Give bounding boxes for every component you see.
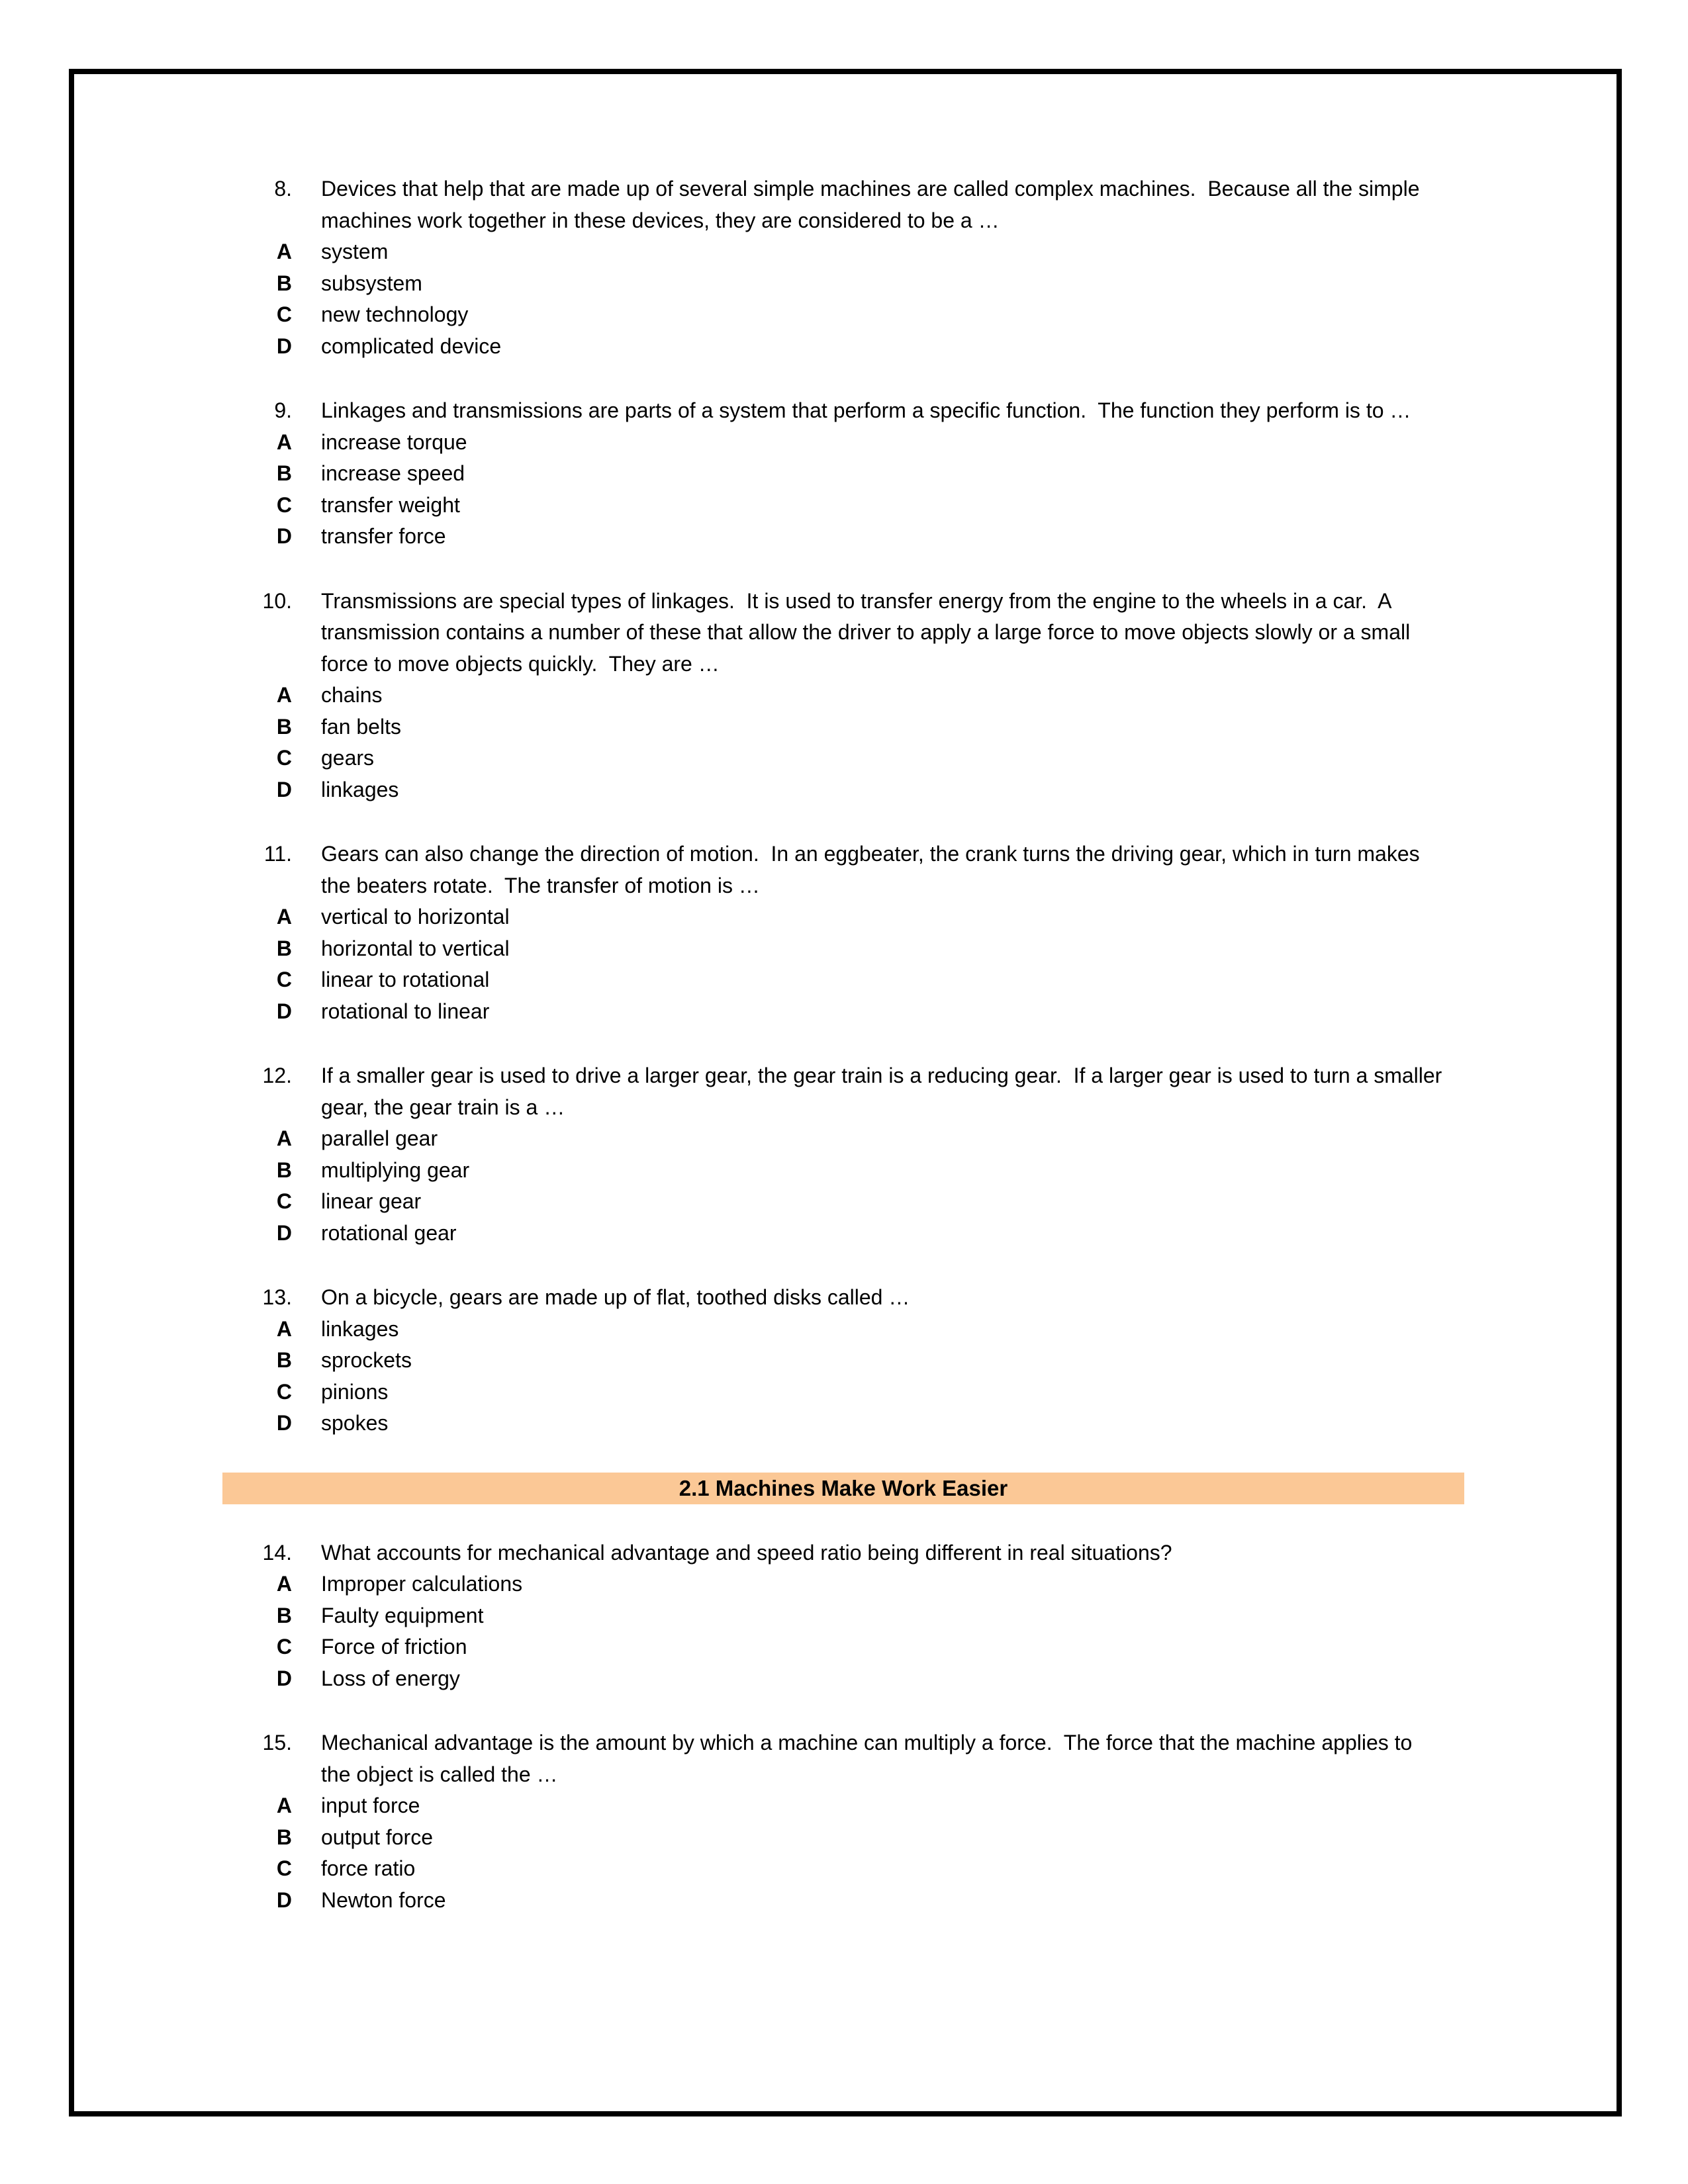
option-row	[225, 1345, 1446, 1377]
option-text: rotational gear	[321, 1220, 457, 1245]
question-text: Mechanical advantage is the amount by which a machine can multiply a force. The force that the machine applies to the object is called the …	[321, 1731, 1419, 1786]
option-text: linkages	[321, 777, 399, 801]
option-row	[225, 521, 1446, 553]
option-text: gears	[321, 746, 375, 770]
question-number: 11.	[263, 842, 292, 866]
option-row	[225, 268, 1446, 300]
option-row	[225, 1155, 1446, 1187]
question-text: On a bicycle, gears are made up of flat, toothed disks called …	[321, 1285, 910, 1309]
option-row	[225, 1377, 1446, 1408]
option-letter: B	[276, 1603, 292, 1627]
option-row	[225, 933, 1446, 965]
option-text: input force	[321, 1794, 420, 1817]
question-row	[225, 1537, 1446, 1569]
option-letter: C	[276, 1856, 292, 1880]
option-row	[225, 1186, 1446, 1218]
option-letter: D	[276, 334, 292, 358]
option-row	[225, 331, 1446, 363]
option-letter: D	[276, 1888, 292, 1912]
option-text: output force	[321, 1825, 433, 1849]
option-text: increase speed	[321, 461, 465, 485]
question-text: Devices that help that are made up of several simple machines are called complex machines. Because all the simple machines work together in these devices, they are considered to be a …	[321, 177, 1426, 232]
option-text: subsystem	[321, 271, 422, 295]
option-row	[225, 236, 1446, 268]
question-number: 14.	[262, 1540, 292, 1565]
option-text: transfer weight	[321, 492, 460, 517]
option-text: chains	[321, 683, 383, 707]
option-text: force ratio	[321, 1856, 416, 1880]
question-text: Linkages and transmissions are parts of a system that perform a specific function. The function they perform is to …	[321, 398, 1411, 422]
option-text: vertical to horizontal	[321, 905, 510, 929]
question-row	[225, 395, 1446, 427]
option-text: transfer force	[321, 524, 446, 548]
option-letter: D	[276, 1411, 292, 1435]
option-text: linear gear	[321, 1189, 422, 1213]
question-block-11	[225, 839, 1446, 1027]
option-row	[225, 711, 1446, 743]
question-row	[225, 839, 1446, 901]
question-number: 12.	[262, 1064, 292, 1087]
option-letter: C	[276, 1189, 292, 1213]
option-text: linkages	[321, 1316, 399, 1341]
question-number: 8.	[274, 177, 292, 201]
option-letter: B	[276, 1348, 292, 1372]
option-text: fan belts	[321, 714, 401, 739]
option-text: complicated device	[321, 334, 502, 358]
quiz-content	[225, 173, 1446, 1949]
option-letter: A	[276, 240, 292, 263]
question-number: 9.	[274, 398, 292, 422]
option-letter: D	[276, 1666, 292, 1690]
option-text: multiplying gear	[321, 1158, 470, 1182]
question-text: If a smaller gear is used to drive a larger gear, the gear train is a reducing gear. If a larger gear is used to turn a smaller gear, the gear train is a …	[321, 1064, 1448, 1119]
option-text: pinions	[321, 1379, 389, 1404]
option-letter: D	[276, 999, 292, 1023]
option-text: spokes	[321, 1411, 389, 1435]
question-text: Transmissions are special types of linkages. It is used to transfer energy from the engine to the wheels in a car. A transmission contains a number of these that allow the driver to apply a large force to move objects slowly or a small force to move objects quickly. They are …	[321, 588, 1417, 676]
option-text: system	[321, 240, 389, 263]
option-row	[225, 458, 1446, 490]
option-letter: B	[276, 461, 292, 485]
option-letter: D	[276, 777, 292, 801]
option-row	[225, 743, 1446, 774]
option-letter: C	[276, 492, 292, 517]
option-row	[225, 774, 1446, 806]
question-block-8	[225, 173, 1446, 362]
option-row	[225, 1314, 1446, 1345]
option-letter: A	[276, 905, 292, 929]
option-text: parallel gear	[321, 1126, 438, 1150]
option-text: Loss of energy	[321, 1666, 460, 1690]
option-text: sprockets	[321, 1348, 412, 1372]
question-block-13	[225, 1282, 1446, 1439]
option-letter: C	[276, 1379, 292, 1404]
question-row	[225, 1282, 1446, 1314]
option-letter: C	[276, 1635, 292, 1659]
question-text: What accounts for mechanical advantage and speed ratio being different in real situations?	[321, 1540, 1172, 1565]
option-text: Newton force	[321, 1888, 446, 1912]
option-row	[225, 427, 1446, 459]
option-letter: A	[276, 1316, 292, 1341]
option-letter: D	[276, 1220, 292, 1245]
option-row	[225, 1408, 1446, 1439]
option-text: new technology	[321, 302, 469, 326]
question-number: 13.	[262, 1285, 292, 1309]
option-letter: C	[276, 302, 292, 326]
option-letter: A	[276, 1126, 292, 1150]
question-number: 10.	[262, 588, 292, 613]
option-letter: C	[276, 746, 292, 770]
option-row	[225, 1663, 1446, 1695]
option-letter: A	[276, 1572, 292, 1596]
question-row	[225, 173, 1446, 236]
option-row	[225, 1631, 1446, 1663]
question-block-12	[225, 1060, 1446, 1249]
option-text: increase torque	[321, 430, 467, 454]
option-row	[225, 1853, 1446, 1885]
option-row	[225, 490, 1446, 522]
option-text: horizontal to vertical	[321, 936, 510, 960]
option-text: Force of friction	[321, 1635, 467, 1659]
option-row	[225, 680, 1446, 711]
option-row	[225, 901, 1446, 933]
option-row	[225, 1885, 1446, 1917]
option-text: Improper calculations	[321, 1572, 523, 1596]
section-header-bar	[222, 1473, 1464, 1504]
question-number: 15.	[262, 1731, 292, 1754]
question-row	[225, 1727, 1446, 1790]
option-text: linear to rotational	[321, 968, 490, 991]
question-text: Gears can also change the direction of motion. In an eggbeater, the crank turns the driving gear, which in turn makes the beaters rotate. The transfer of motion is …	[321, 842, 1426, 897]
option-letter: A	[276, 1794, 292, 1817]
option-row	[225, 1822, 1446, 1854]
option-letter: B	[276, 1158, 292, 1182]
option-row	[225, 1123, 1446, 1155]
option-row	[225, 964, 1446, 996]
question-block-10	[225, 586, 1446, 806]
question-row	[225, 586, 1446, 680]
option-letter: A	[276, 683, 292, 707]
option-letter: B	[276, 714, 292, 739]
option-letter: B	[276, 271, 292, 295]
question-block-14	[225, 1537, 1446, 1695]
option-letter: D	[276, 524, 292, 548]
option-letter: A	[276, 430, 292, 454]
section-header-title: 2.1 Machines Make Work Easier	[679, 1475, 1008, 1500]
option-letter: B	[276, 1825, 292, 1849]
question-row	[225, 1060, 1446, 1123]
option-text: rotational to linear	[321, 999, 490, 1023]
question-block-15	[225, 1727, 1446, 1916]
option-letter: B	[276, 936, 292, 960]
option-row	[225, 996, 1446, 1028]
option-row	[225, 1790, 1446, 1822]
option-text: Faulty equipment	[321, 1603, 484, 1627]
option-row	[225, 1569, 1446, 1600]
option-row	[225, 1600, 1446, 1632]
option-row	[225, 1218, 1446, 1250]
question-block-9	[225, 395, 1446, 553]
option-row	[225, 299, 1446, 331]
option-letter: C	[276, 968, 292, 991]
